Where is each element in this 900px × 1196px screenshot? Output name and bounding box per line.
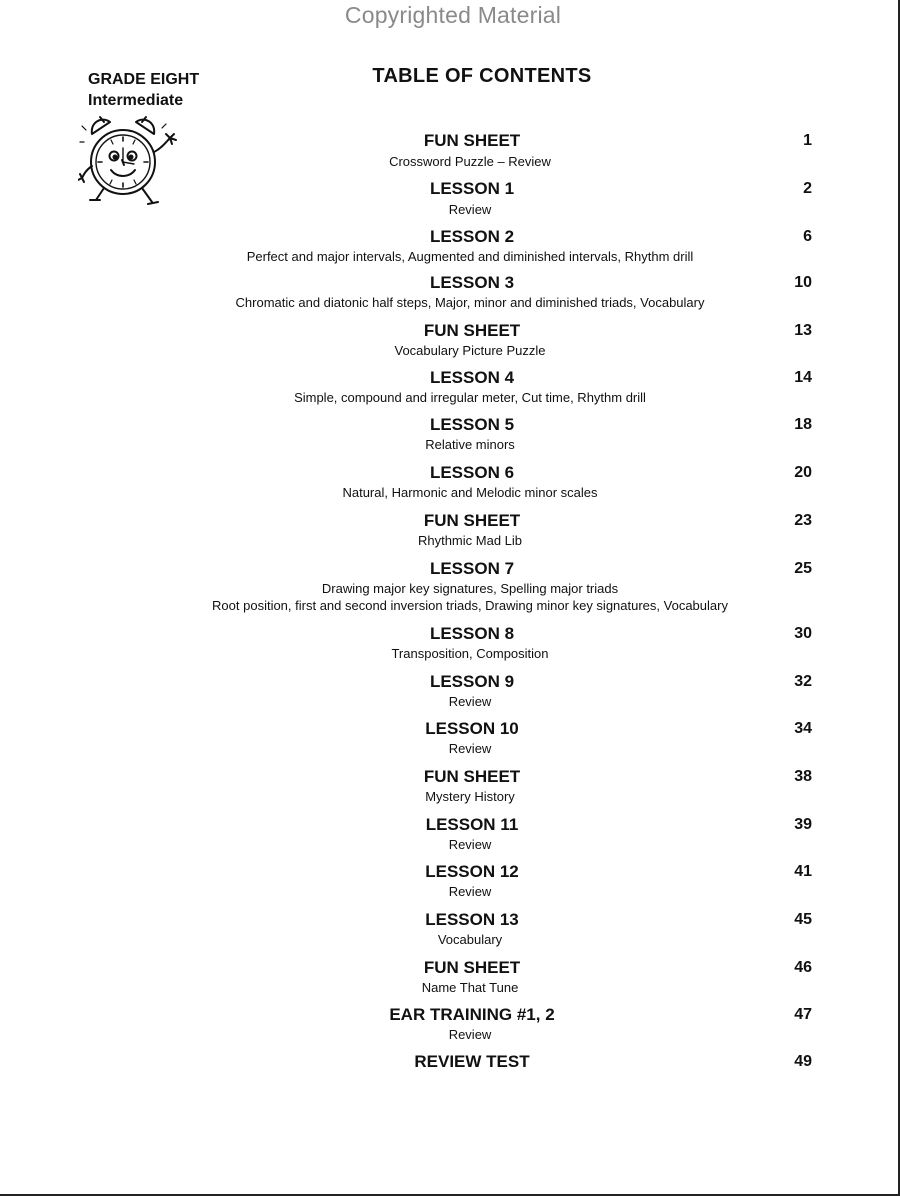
entry-page-number: 30 bbox=[794, 625, 812, 642]
entry-title: FUN SHEET bbox=[423, 511, 521, 530]
entry-description: Rhythmic Mad Lib bbox=[417, 533, 523, 548]
entry-page-number: 6 bbox=[803, 228, 812, 245]
entry-description: Crossword Puzzle – Review bbox=[389, 154, 551, 169]
entry-page-number: 45 bbox=[794, 911, 812, 928]
entry-title: LESSON 4 bbox=[429, 368, 515, 387]
entry-page-number: 34 bbox=[794, 720, 812, 737]
entry-title: FUN SHEET bbox=[423, 321, 521, 340]
entry-description: Simple, compound and irregular meter, Cut time, Rhythm drill bbox=[294, 390, 646, 405]
entry-title: LESSON 13 bbox=[425, 910, 519, 929]
entry-page-number: 1 bbox=[803, 132, 812, 149]
page-title: TABLE OF CONTENTS bbox=[372, 65, 592, 87]
entry-title: LESSON 12 bbox=[425, 862, 519, 881]
entry-description: Transposition, Composition bbox=[391, 646, 549, 661]
entry-title: LESSON 5 bbox=[429, 415, 515, 434]
entry-description: Review bbox=[448, 884, 492, 899]
entry-description: Natural, Harmonic and Melodic minor scales bbox=[342, 485, 598, 500]
entry-description: Vocabulary bbox=[437, 932, 503, 947]
entry-page-number: 2 bbox=[803, 180, 812, 197]
entry-title: LESSON 1 bbox=[429, 179, 515, 198]
entry-page-number: 39 bbox=[794, 816, 812, 833]
entry-description: Review bbox=[448, 1027, 492, 1042]
entry-title: LESSON 7 bbox=[429, 559, 515, 578]
entry-title: LESSON 8 bbox=[429, 624, 515, 643]
entry-title: EAR TRAINING #1, 2 bbox=[389, 1005, 555, 1024]
entry-title: LESSON 2 bbox=[429, 227, 515, 246]
copyright-watermark: Copyrighted Material bbox=[344, 2, 562, 28]
entry-description: Name That Tune bbox=[421, 980, 519, 995]
entry-page-number: 13 bbox=[794, 322, 812, 339]
entry-title: FUN SHEET bbox=[423, 958, 521, 977]
entry-page-number: 20 bbox=[794, 464, 812, 481]
entry-page-number: 14 bbox=[794, 369, 812, 386]
entry-description: Vocabulary Picture Puzzle bbox=[394, 343, 546, 358]
entry-page-number: 23 bbox=[794, 512, 812, 529]
grade-level: GRADE EIGHT bbox=[88, 71, 200, 88]
grade-difficulty: Intermediate bbox=[88, 92, 184, 109]
entry-page-number: 18 bbox=[794, 416, 812, 433]
entry-description: Review bbox=[448, 741, 492, 756]
entry-title: REVIEW TEST bbox=[414, 1052, 530, 1071]
entry-title: LESSON 3 bbox=[429, 273, 515, 292]
entry-description: Root position, first and second inversion triads, Drawing minor key signatures, Vocabulary bbox=[212, 598, 728, 613]
entry-page-number: 10 bbox=[794, 274, 812, 291]
entry-title: FUN SHEET bbox=[423, 131, 521, 150]
entry-description: Review bbox=[448, 202, 492, 217]
entry-title: LESSON 10 bbox=[425, 719, 519, 738]
entry-title: FUN SHEET bbox=[423, 767, 521, 786]
entry-description: Perfect and major intervals, Augmented and diminished intervals, Rhythm drill bbox=[246, 249, 694, 264]
entry-description: Review bbox=[448, 837, 492, 852]
entry-page-number: 47 bbox=[794, 1006, 812, 1023]
entry-description: Drawing major key signatures, Spelling major triads bbox=[321, 581, 619, 596]
entry-title: LESSON 9 bbox=[429, 672, 515, 691]
entry-page-number: 49 bbox=[794, 1053, 812, 1070]
entry-description: Chromatic and diatonic half steps, Major, minor and diminished triads, Vocabulary bbox=[235, 295, 705, 310]
entry-title: LESSON 6 bbox=[429, 463, 515, 482]
entry-page-number: 25 bbox=[794, 560, 812, 577]
entry-title: LESSON 11 bbox=[425, 815, 519, 834]
entry-page-number: 38 bbox=[794, 768, 812, 785]
entry-description: Review bbox=[448, 694, 492, 709]
entry-page-number: 46 bbox=[794, 959, 812, 976]
entry-page-number: 32 bbox=[794, 673, 812, 690]
entry-description: Relative minors bbox=[425, 437, 515, 452]
entry-description: Mystery History bbox=[425, 789, 515, 804]
entry-page-number: 41 bbox=[794, 863, 812, 880]
